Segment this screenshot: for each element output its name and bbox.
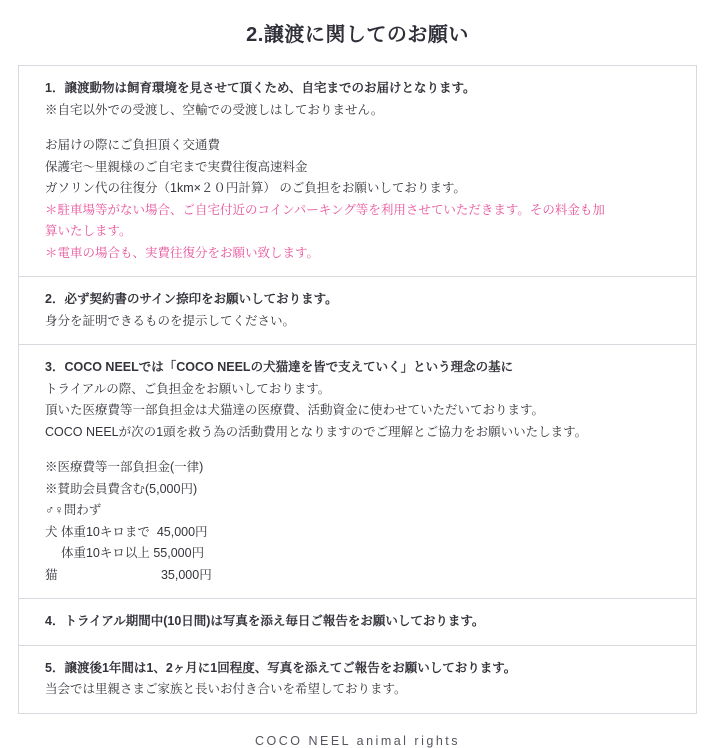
terms-table [18, 65, 697, 714]
page-title: 2.譲渡に関してのお願い [246, 24, 469, 46]
table-row [19, 646, 696, 714]
clause-line: COCO NEELが次の1頭を救う為の活動費用となりますのでご理解とご協力をお願いいたします。 [45, 424, 588, 439]
clause-line: 身分を証明できるものを提示してください。 [45, 313, 296, 328]
clause-line: 5．譲渡後1年間は1、2ヶ月に1回程度、写真を添えてご報告をお願いしております。 [45, 660, 517, 675]
clause-line: 1．譲渡動物は飼育環境を見させて頂くため、自宅までのお届けとなります。 [45, 81, 476, 95]
clause-line: 猫 35,000円 [45, 567, 212, 582]
document-footer: COCO NEEL animal rights [255, 733, 460, 748]
table-row [19, 277, 696, 345]
clause-line: お届けの際にご負担頂く交通費 [45, 138, 221, 152]
clause-line: ※賛助会員費含む(5,000円) [45, 481, 198, 496]
clause-line: トライアルの際、ご負担金をお願いしております。 [45, 381, 331, 396]
clause-line: 4．トライアル期間中(10日間)は写真を添え毎日ご報告をお願いしております。 [45, 614, 485, 628]
clause-line: 算いたします。 [45, 224, 132, 238]
clause-line: 2．必ず契約書のサイン捺印をお願いしております。 [45, 292, 338, 306]
clause-line: ※医療費等一部負担金(一律) [45, 460, 204, 474]
clause-line: ガソリン代の往復分（1km×２０円計算） のご負担をお願いしております。 [45, 181, 466, 195]
clause-line: 体重10キロ以上 55,000円 [45, 546, 205, 560]
table-row [19, 345, 696, 599]
clause-line: ※自宅以外での受渡し、空輸での受渡しはしておりません。 [45, 102, 384, 117]
table-row [19, 66, 696, 277]
clause-line: 3．COCO NEELでは「COCO NEELの犬猫達を皆で支えていく」という理念の基に [45, 360, 514, 374]
clause-line: 頂いた医療費等一部負担金は犬猫達の医療費、活動資金に使わせていただいております。 [45, 403, 545, 417]
clause-line: 犬 体重10キロまで 45,000円 [45, 524, 208, 539]
clause-line: ＊電車の場合も、実費往復分をお願い致します。 [45, 245, 320, 260]
clause-line: ♂♀問わず [45, 503, 102, 517]
clause-line: 当会では里親さまご家族と長いお付き合いを希望しております。 [45, 682, 407, 696]
clause-line: 保護宅～里親様のご自宅まで実費往復高速料金 [45, 159, 308, 174]
clause-line: ＊駐車場等がない場合、ご自宅付近のコインパーキング等を利用させていただきます。その料金も加 [45, 202, 605, 217]
table-row [19, 599, 696, 646]
